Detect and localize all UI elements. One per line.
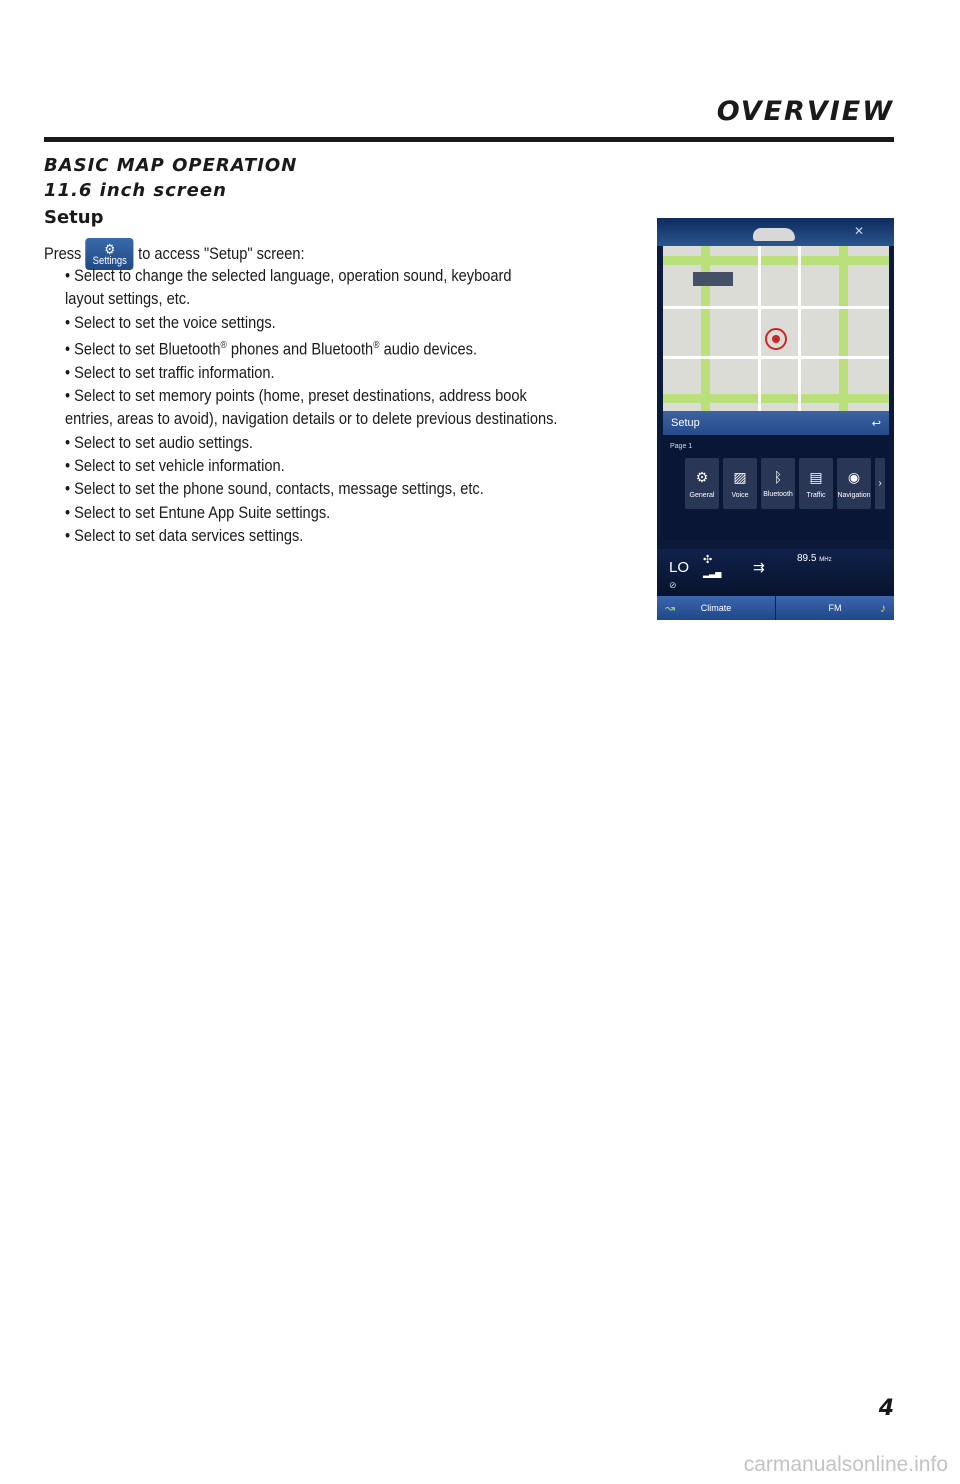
music-note-icon: ♪ <box>880 601 886 615</box>
bullet-navigation-line2: entries, areas to avoid), navigation details or to delete previous destinations. <box>65 409 558 429</box>
eco-icon: ⊘ <box>669 580 677 590</box>
airflow-icon: ⇉ <box>753 559 765 575</box>
gear-icon: ⚙ <box>104 240 116 257</box>
bottom-bar <box>657 596 894 620</box>
voice-icon: ▨ <box>733 468 747 485</box>
tile-bluetooth: ᛒ Bluetooth <box>761 458 795 509</box>
status-bar <box>657 549 894 596</box>
navigation-icon: ◉ <box>847 468 861 485</box>
section-title: BASIC MAP OPERATION <box>44 155 298 176</box>
bullet-voice: • Select to set the voice settings. <box>65 312 276 332</box>
map-street <box>663 306 889 309</box>
setup-bullet-list <box>65 264 624 547</box>
back-icon: ↩ <box>871 417 881 430</box>
fm-tab: FM ♪ <box>775 596 894 620</box>
bullet-general-line1: • Select to change the selected language, operation sound, keyboard <box>65 266 512 285</box>
map-street <box>758 246 761 411</box>
tile-voice: ▨ Voice <box>723 458 757 509</box>
press-suffix: to access "Setup" screen: <box>138 244 305 263</box>
head-unit-screen-image <box>657 218 894 620</box>
bluetooth-icon: ᛒ <box>773 469 783 485</box>
temperature-readout: LO <box>669 559 690 576</box>
setup-title: Setup <box>671 417 700 429</box>
map-road <box>663 256 889 265</box>
gear-icon: ⚙ <box>695 468 709 485</box>
setup-panel <box>663 411 889 541</box>
header-divider <box>44 137 894 142</box>
map-view <box>663 246 889 411</box>
watermark: carmanualsonline.info <box>743 1453 948 1476</box>
map-road <box>701 246 710 411</box>
map-street <box>663 356 889 359</box>
setup-tiles <box>685 458 885 509</box>
map-street <box>798 246 801 411</box>
location-pin-icon <box>765 328 787 350</box>
radio-frequency: 89.5 MHz <box>797 553 832 564</box>
setup-heading: Setup <box>44 207 104 228</box>
bullet-navigation-line1: • Select to set memory points (home, preset destinations, address book <box>65 386 527 406</box>
fan-icon: ✣ <box>703 554 713 566</box>
bullet-entune: • Select to set Entune App Suite settings. <box>65 502 331 522</box>
climate-icon: ↝ <box>665 601 676 615</box>
map-road <box>663 394 889 403</box>
fan-level-icon: ▂▃▅ <box>703 569 722 578</box>
close-icon: ✕ <box>853 224 864 238</box>
bullet-phone: • Select to set the phone sound, contacts, message settings, etc. <box>65 479 484 499</box>
chevron-right-icon: › <box>875 458 885 509</box>
bullet-vehicle: • Select to set vehicle information. <box>65 456 285 476</box>
map-road <box>839 246 848 411</box>
press-prefix: Press <box>44 244 82 263</box>
settings-button-label: Settings <box>92 254 127 267</box>
setup-title-bar <box>663 411 889 435</box>
tile-navigation: ◉ Navigation <box>837 458 871 509</box>
page-number: 4 <box>878 1396 894 1421</box>
bullet-data-services: • Select to set data services settings. <box>65 525 304 545</box>
bullet-traffic: • Select to set traffic information. <box>65 362 275 382</box>
climate-tab: ↝ Climate <box>665 601 732 615</box>
page-label: Page 1 <box>670 443 693 450</box>
traffic-icon: ▤ <box>809 468 823 485</box>
tile-traffic: ▤ Traffic <box>799 458 833 509</box>
page-header-title: OVERVIEW <box>716 96 894 127</box>
bullet-audio: • Select to set audio settings. <box>65 432 253 452</box>
section-subtitle: 11.6 inch screen <box>44 180 227 201</box>
map-tag <box>693 272 733 286</box>
tile-general: ⚙ General <box>685 458 719 509</box>
car-icon <box>753 228 795 241</box>
bullet-bluetooth: • Select to set Bluetooth® phones and Bluetooth® audio devices. <box>65 339 478 359</box>
bullet-general-line2: layout settings, etc. <box>65 289 191 309</box>
